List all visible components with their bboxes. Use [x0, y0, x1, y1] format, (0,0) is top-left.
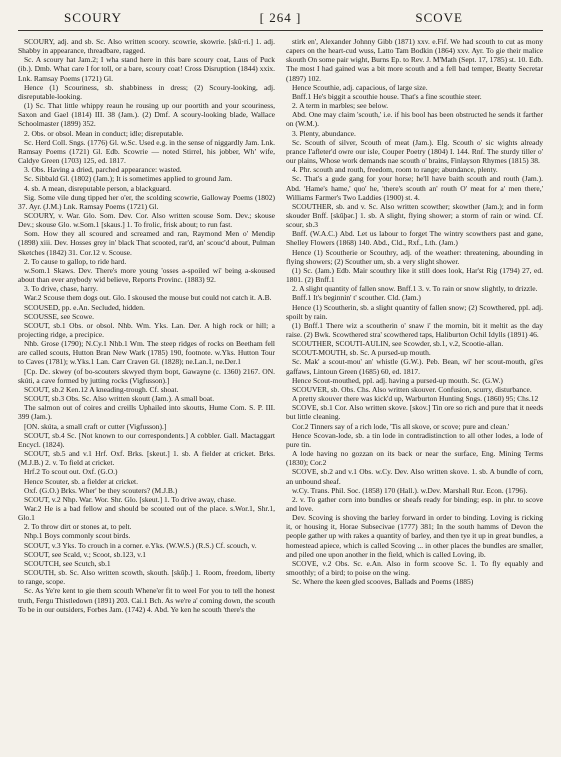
entry-paragraph: SCOURY, adj. and sb. Sc. Also written scoory. scowrie, skowrie. [skū·ri.] 1. adj. Shabby in appearance, threadbare, ragged.: [18, 37, 275, 56]
running-head-right: SCOVE: [415, 10, 463, 25]
entry-paragraph: (1) Bnff.1 There wiz a scoutherin o' snaw i' the mornin, bit it meltit as the day raise. (2) Bwk. Scowthered stra' scowthered taps, Haliburton Ochil Idylls (1891) 46.: [286, 320, 543, 339]
entry-paragraph: Hrf.2 To scout out. Oxf. (G.O.): [24, 467, 118, 477]
entry-paragraph: 2. To throw dirt or stones at, to pelt.: [24, 522, 132, 532]
entry-paragraph: A lode having no gozzan on its back or near the surface, Eng. Mining Terms (1830); Cor.2: [286, 449, 543, 468]
entry-paragraph: War.2 He is a bad fellow and should be scouted out of the place. s.Wor.1, Shr.1, Glo.1: [18, 503, 275, 523]
entry-paragraph: Abd. One may claim 'scouth,' i.e. if his bool has been obstructed he sends it farther on (W.M.).: [286, 110, 543, 129]
entry-paragraph: SCOUTCH, see Scutch, sb.1: [24, 558, 111, 568]
page-header: [18, 8, 543, 31]
entry-paragraph: SCOUT-MOUTH, sb. Sc. A pursed-up mouth.: [292, 348, 431, 358]
entry-paragraph: SCOUT, sb.5 and v.1 Hrf. Oxf. Brks. [skeut.] 1. sb. A fielder at cricket. Brks. (M.J.B.) 2. v. To field at cricket.: [18, 449, 275, 468]
entry-paragraph: Hence (1) Scoutherie or Scouthry, adj. of the weather: threatening, abounding in flying showers; (2) Scouther um, sb. a very slight shower.: [286, 247, 543, 266]
entry-paragraph: w.Som.1 Skaws. Dev. There's more young 'osses a-spoiled wi' being a-skoused about than ever anybody wid believe, Reports Provinc. (1883) 92.: [18, 265, 275, 285]
entry-paragraph: 4. sb. A mean, disreputable person, a blackguard.: [24, 183, 172, 193]
entry-paragraph: Hence Scovan-lode, sb. a tin lode in contradistinction to all other lodes, a lode of pure tin.: [286, 430, 543, 449]
running-head-left: SCOURY: [64, 10, 123, 25]
entry-paragraph: Nhp.1 Boys commonly scout birds.: [24, 531, 131, 541]
entry-paragraph: 3. Obs. Having a dried, parched appearance: wasted.: [24, 165, 182, 175]
entry-paragraph: A pretty skouver there was kick'd up, Warburton Hunting Sngs. (1860) 95; Chs.12: [292, 394, 539, 404]
entry-paragraph: War.2 Scouse them dogs out. Glo. I skoused the mouse but could not catch it. A.B.: [24, 293, 272, 303]
entry-paragraph: 2. Obs. or obsol. Mean in conduct; idle; disreputable.: [24, 128, 184, 138]
entry-paragraph: SCOUT, sb.2 Ken.12 A kneading-trough. Cf. shoat.: [24, 384, 179, 394]
right-column: [286, 37, 543, 749]
entry-paragraph: Sc. A scoury hat Jam.2; I wha stand here in this bare scoury coat, Laus of Puck (ib.). Dmb. What care I for toll, or a bare, scoury coat! Cross Disruption (1844) xxix. Lnk. Ramsay Poems (1721) Gl.: [18, 55, 275, 83]
entry-paragraph: 3. Plenty, abundance.: [292, 128, 356, 138]
entry-paragraph: Som. How they all scoured and screamed and ran, Raymond Men o' Mendip (1898) xiii. Dev. Hosses grey in' black That scooted, rar'd, an' scouc'd about, Pulman Sketches (1842) 31. Cor.12 v. Scouse.: [18, 229, 275, 257]
entry-paragraph: 4. Phr. scouth and routh, freedom, room to range; abundance, plenty.: [292, 165, 498, 175]
entry-paragraph: SCOUTHER, sb. and v. Sc. Also written scowther; skowther (Jam.); and in form skouder Bnff. [skūþǝr.] 1. sb. A slight, flying shower; a storm of rain or wind. Cf. scour, sb.3: [286, 201, 543, 230]
entry-paragraph: 2. A slight quantity of fallen snow. Bnff.1 3. v. To rain or snow slightly, to drizzle.: [292, 284, 538, 294]
entry-paragraph: Bnff.1 It's beginnin' t' scouther. Cld. (Jam.): [292, 293, 421, 303]
entry-paragraph: Sc. Mak' a scout-mou' an' whistle (G.W.). Peb. Bean, wi' her scout-mouth, gi'es gaffaws, Lintoun Green (1685) 60, ed. 1817.: [286, 357, 543, 376]
entry-paragraph: SCOUSSE, see Scowe.: [24, 311, 95, 321]
entry-paragraph: The salmon out of coires and creills Uphailed into skoutts, Hume Com. S. P. III. 399 (Jam.).: [18, 403, 275, 422]
entry-paragraph: SCOUT, sb.4 Sc. [Not known to our correspondents.] A cobbler. Gall. Mactaggart Encycl. (1824).: [18, 430, 275, 449]
entry-paragraph: Sc. As Ye're kent to gie them scouth Whene'er fit to weel For you to tell the honest truth, Fergu Thistledown (1891) 203. Cai.1 Bch. As we're a' coming down, the scouth To be in our outsiders, Forbes Jam. (1742) 4. Abd. Ye ken he scouth 'there's the: [18, 586, 275, 614]
entry-paragraph: Hence Scouthie, adj. capacious, of large size.: [292, 82, 428, 92]
entry-paragraph: Sc. That's a gude gang for your horse; he'll have baith scouth and routh (Jam.). Abd. 'Hame's hame,' quo' he, 'there's scouth an' routh O' meat for a' men there,' Williams Farmer's Two Laddies (1900) st. 4.: [286, 174, 543, 202]
entry-paragraph: SCOVE, sb.2 and v.1 Obs. w.Cy. Dev. Also written skove. 1. sb. A bundle of corn, an unbound sheaf.: [286, 467, 543, 486]
entry-paragraph: Hence Scout-mouthed, ppl. adj. having a pursed-up mouth. Sc. (G.W.): [292, 375, 503, 385]
entry-paragraph: Bnff.1 He's biggit a scouthie house. That's a fine scouthie steer.: [292, 91, 482, 101]
entry-paragraph: SCOUT, v.3 Yks. To crouch in a corner. e.Yks. (W.W.S.) (R.S.) Cf. scouch, v.: [24, 540, 257, 550]
entry-paragraph: Bnff. (W.A.C.) Abd. Let us labour to forget The wintry scowthers past and gane, Shelley Flowers (1868) 140. Abd., Cld., Rxf., Lth. (Jam.): [286, 229, 543, 248]
entry-paragraph: 3. To drive, chase, harry.: [24, 284, 98, 294]
entry-paragraph: SCOUTH, sb. Sc. Also written scowth, skouth. [skūþ.] 1. Room, freedom, liberty to range, scope.: [18, 568, 275, 587]
entry-paragraph: SCOUTHER, SCOUTI-AULIN, see Scowder, sb.1, v.2, Scootie-allan.: [292, 339, 504, 349]
entry-paragraph: Sc. Where the keen gled scooves, Ballads and Poems (1885): [292, 577, 474, 587]
entry-paragraph: SCOUT, sb.1 Obs. or obsol. Nhb. Wm. Yks. Lan. Der. A high rock or hill; a projecting ridge, a precipice.: [18, 320, 275, 339]
entry-paragraph: (1) Sc. That little whippy reaun he rousing up our poortith and your scouriness, Saxon and Gael (1814) III. 38 (Jam.). (2) Dmf. A scoury-looking blade, Wallace Schoolmaster (1899) 352.: [18, 101, 275, 129]
entry-paragraph: Oxf. (G.O.) Brks. Wher' be they scouters? (M.J.B.): [24, 485, 178, 495]
entry-paragraph: Hence Scouter, sb. a fielder at cricket.: [24, 476, 139, 486]
entry-paragraph: Dev. Scoving is shoving the barley forward in order to binding. Loving is ricking it, or housing it, Horae Subsecivae (1777) 381; In the south hamms of Devon the people gather up with rakes a quantity of barley, and then tye it up in great bundles, a homestead apiece, which is called Scoving ... in other places the bundles are smaller, and piled one upon another in the field, which is called Loving, ib.: [286, 513, 543, 559]
entry-paragraph: stirk en', Alexander Johnny Gibb (1871) xxv. e.Fif. We had scouth to cut as mony capers on the heart-cud wuss, Latto Tam Bodkin (1864) xxv. Ayr. To gie their malice skouth On some pair wight, Burns Ep. to Rev. J. M'Math (Sept. 17, 1785) st. 10. Edb. The most I had gained was a bit more scouth and a fell bad temper, Beatty Secretar (1897) 102.: [286, 37, 543, 83]
left-column: [18, 37, 275, 749]
entry-paragraph: SCOUT, see Scald, v.; Scoot, sb.123, v.1: [24, 549, 147, 559]
entry-paragraph: SCOVE, v.2 Obs. Sc. e.An. Also in form scoove Sc. 1. To fly equably and smoothly; of a bird; to poise on the wing.: [286, 558, 543, 578]
entry-paragraph: (1) Sc. (Jam.) Edb. Mair scouthry like it still does look, Har'st Rig (1794) 27, ed. 1801. (2) Bnff.1: [286, 265, 543, 285]
entry-paragraph: Sc. Herd Coll. Sngs. (1776) Gl. w.Sc. Used e.g. in the sense of niggardly Jam. Lnk. Ramsay Poems (1721) Gl. Edb. Scowrie — noted Stirrel, his jobber, Wh’ wife, Caldye Green (1703) 125, ed. 1817.: [18, 137, 275, 166]
entry-paragraph: Hence (1) Scouriness, sb. shabbiness in dress; (2) Scoury-looking, adj. disreputable-looking.: [18, 82, 275, 101]
entry-paragraph: [Cp. Dc. skwey (of bo-scouters skwyed thym bopt, Gawayne (c. 1360) 2167. ON. skúti, a cave formed by jutting rocks (Vigfusson).]: [18, 366, 275, 385]
entry-paragraph: 2. v. To gather corn into bundles or sheafs ready for binding; esp. in phr. to scove and love.: [286, 494, 543, 513]
entry-paragraph: Cor.2 Tinners say of a rich lode, 'Tis all skove, or scove; pure and clean.': [292, 421, 510, 431]
entry-paragraph: SCOUT, v.2 Nhp. War. Wor. Shr. Glo. [skeut.] 1. To drive away, chase.: [24, 494, 236, 504]
entry-paragraph: SCOUSED, pp. e.An. Secluded, hidden.: [24, 302, 145, 312]
entry-paragraph: Sc. Sibbald Gl. (1802) (Jam.); It is sometimes applied to ground Jam.: [24, 174, 233, 184]
entry-paragraph: SCOUVER, sb. Obs. Chs. Also written skouver. Confusion, scurry, disturbance.: [292, 384, 532, 394]
entry-paragraph: Nhb. Grose (1790); N.Cy.1 Nhb.1 Wm. The steep ridges of rocks on Beetham fell are called scouts, Hutton Bran New Wark (1785) 190, footnote. w.Yks. Hutton Tour to Caves (1781); w.Yks.1 Lan. Carr Craven Gl. (1828); ne.Lan.1, ne.Der.1: [18, 339, 275, 367]
entry-paragraph: [ON. skúta, a small craft or cutter (Vigfusson).]: [24, 421, 167, 431]
entry-paragraph: 2. A term in marbles; see below.: [292, 101, 389, 111]
entry-paragraph: 2. To cause to gallop, to ride hard.: [24, 256, 127, 266]
entry-paragraph: Hence (1) Scoutherin, sb. a slight quantity of fallen snow; (2) Scowthered, ppl. adj. spoilt by rain.: [286, 302, 543, 321]
text-columns: [18, 31, 543, 749]
entry-paragraph: Sig. Some vile dung tipped her o'er, the scolding scowrie, Galloway Poems (1802) 37. Ayr. (J.M.) Lnk. Ramsay Poems (1721) Gl.: [18, 192, 275, 211]
entry-paragraph: w.Cy. Trans. Phil. Soc. (1858) 170 (Hall.). w.Dev. Marshall Rur. Econ. (1796).: [292, 485, 528, 495]
entry-paragraph: SCOVE, sb.1 Cor. Also written skove. [skov.] Tin ore so rich and pure that it needs but little cleaning.: [286, 403, 543, 422]
entry-paragraph: SCOUT, sb.3 Obs. Sc. Also written skoutt (Jam.). A small boat.: [24, 394, 215, 404]
entry-paragraph: Sc. Scouth of silver, Scouth of meat (Jam.). Elg. Scouth o' sic wights already prance I'afleter'd owre our isle, Couper Poetry (1804) I. 144. Rnf. The sturdy tiller o' our plains, Whose work demands nae scouth o' brains, Finlayson Rhymes (1815) 38.: [286, 137, 543, 166]
page-number: [ 264 ]: [259, 10, 302, 25]
entry-paragraph: SCOURY, v. War. Glo. Som. Dev. Cor. Also written scouse Som. Dev.; skouse Dev.; skouse Glo. w.Som.1 [skaus.] 1. To frolic, frisk about; to run fast.: [18, 210, 275, 230]
